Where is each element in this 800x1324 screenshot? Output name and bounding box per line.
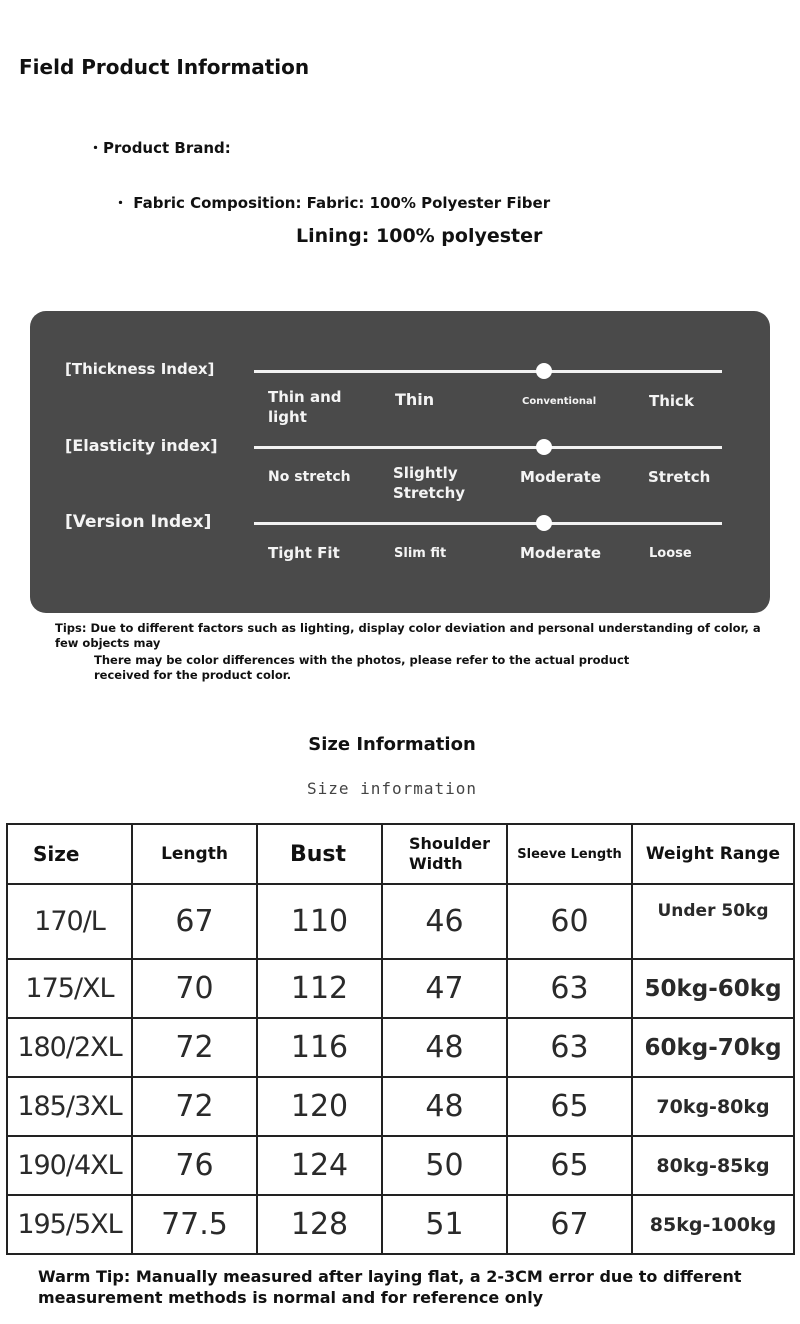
cell-weight: Under 50kg — [632, 884, 794, 959]
version-option-selected: Moderate — [520, 544, 602, 562]
elasticity-option: No stretch — [268, 469, 351, 485]
cell-shoulder: 48 — [382, 1077, 507, 1136]
cell-size: 170/L — [7, 884, 132, 959]
cell-sleeve: 63 — [507, 1018, 632, 1077]
tips-text: Tips: Due to different factors such as lighting, display color deviation and personal understanding of color, a few objects may — [55, 621, 761, 650]
fabric-composition-line: ・ Fabric Composition: Fabric: 100% Polyester Fiber — [113, 194, 551, 212]
cell-weight: 50kg-60kg — [632, 959, 794, 1018]
table-row — [7, 959, 794, 1018]
size-section-subtitle: Size information — [306, 779, 478, 798]
cell-sleeve: 67 — [507, 1195, 632, 1254]
cell-length: 77.5 — [132, 1195, 257, 1254]
cell-sleeve: 65 — [507, 1136, 632, 1195]
cell-shoulder: 46 — [382, 884, 507, 959]
cell-sleeve: 63 — [507, 959, 632, 1018]
cell-length: 76 — [132, 1136, 257, 1195]
table-row — [7, 1077, 794, 1136]
header-bust: Bust — [257, 824, 382, 884]
thickness-option-selected: Conventional — [522, 396, 597, 407]
cell-weight: 70kg-80kg — [632, 1077, 794, 1136]
size-table — [6, 823, 795, 1255]
cell-bust: 112 — [257, 959, 382, 1018]
index-panel — [30, 311, 770, 613]
size-table-header-row — [7, 824, 794, 884]
elasticity-option: Slightly Stretchy — [393, 464, 466, 502]
thickness-slider-knob — [536, 363, 552, 379]
header-weight-range: Weight Range — [632, 824, 794, 884]
cell-bust: 116 — [257, 1018, 382, 1077]
cell-length: 70 — [132, 959, 257, 1018]
cell-size: 180/2XL — [7, 1018, 132, 1077]
header-sleeve-length: Sleeve Length — [507, 824, 632, 884]
cell-shoulder: 51 — [382, 1195, 507, 1254]
tips-text-continued: There may be color differences with the photos, please refer to the actual product received for the product color. — [94, 653, 630, 682]
elasticity-slider-track — [254, 446, 722, 449]
elasticity-option: Stretch — [648, 468, 711, 486]
product-brand-line: ・Product Brand: — [88, 139, 231, 157]
version-slider-knob — [536, 515, 552, 531]
header-length: Length — [132, 824, 257, 884]
cell-weight: 80kg-85kg — [632, 1136, 794, 1195]
cell-bust: 120 — [257, 1077, 382, 1136]
elasticity-option-selected: Moderate — [520, 468, 602, 486]
warm-tip: Warm Tip: Manually measured after laying flat, a 2-3CM error due to different measurement methods is normal and for reference only — [38, 1267, 742, 1307]
cell-length: 72 — [132, 1077, 257, 1136]
cell-sleeve: 65 — [507, 1077, 632, 1136]
cell-bust: 124 — [257, 1136, 382, 1195]
thickness-option: Thin and light — [268, 388, 342, 426]
table-row — [7, 1136, 794, 1195]
cell-sleeve: 60 — [507, 884, 632, 959]
page-title: Field Product Information — [19, 55, 310, 79]
thickness-option: Thick — [649, 392, 694, 410]
size-section-title: Size Information — [308, 734, 476, 755]
cell-weight: 85kg-100kg — [632, 1195, 794, 1254]
cell-shoulder: 50 — [382, 1136, 507, 1195]
thickness-index-label: [Thickness Index] — [65, 360, 215, 378]
version-option: Tight Fit — [268, 544, 340, 562]
table-row — [7, 1195, 794, 1254]
version-option: Loose — [649, 546, 692, 561]
header-shoulder-width: Shoulder Width — [382, 824, 507, 884]
table-row — [7, 1018, 794, 1077]
cell-length: 72 — [132, 1018, 257, 1077]
cell-bust: 110 — [257, 884, 382, 959]
cell-size: 185/3XL — [7, 1077, 132, 1136]
cell-weight: 60kg-70kg — [632, 1018, 794, 1077]
header-size: Size — [7, 824, 132, 884]
thickness-option: Thin — [395, 390, 435, 409]
thickness-slider-track — [254, 370, 722, 373]
lining-line: Lining: 100% polyester — [296, 225, 543, 247]
elasticity-index-label: [Elasticity index] — [65, 436, 218, 455]
cell-size: 195/5XL — [7, 1195, 132, 1254]
cell-size: 175/XL — [7, 959, 132, 1018]
version-slider-track — [254, 522, 722, 525]
cell-length: 67 — [132, 884, 257, 959]
cell-bust: 128 — [257, 1195, 382, 1254]
elasticity-slider-knob — [536, 439, 552, 455]
cell-shoulder: 47 — [382, 959, 507, 1018]
version-index-label: [Version Index] — [65, 512, 212, 532]
cell-shoulder: 48 — [382, 1018, 507, 1077]
version-option: Slim fit — [394, 546, 447, 561]
cell-size: 190/4XL — [7, 1136, 132, 1195]
table-row — [7, 884, 794, 959]
